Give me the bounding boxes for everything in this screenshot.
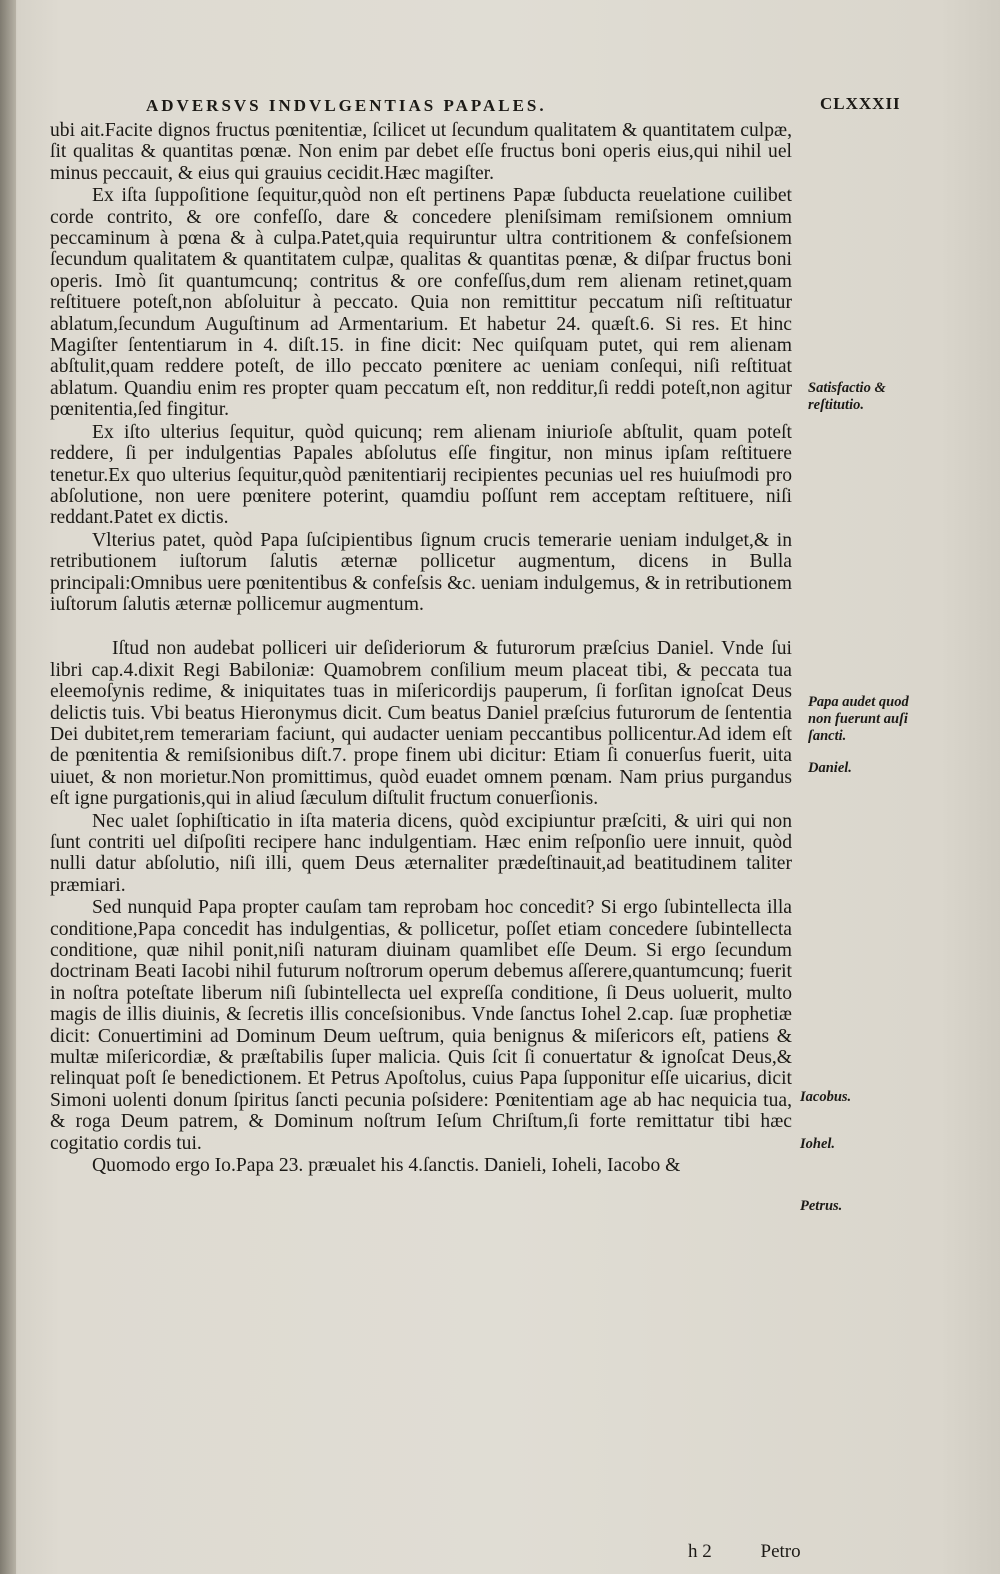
folio-number: CLXXXII <box>820 94 901 113</box>
margin-note-daniel: Daniel. <box>808 760 852 776</box>
paragraph: Iſtud non audebat polliceri uir deſideriorum & futurorum præſcius Daniel. Vnde ſui libri cap.4.dixit Regi Babiloniæ: Quamobrem conſilium meum placeat tibi, & peccata tua eleemoſynis redime, & iniquitates tuas in miſericordijs pauperum, ſi forſitan ignoſcat Deus delictis tuis. Vbi beatus Hieronymus dicit. Cum beatus Daniel præſcius futurorum de ſententia Dei dubitet,rem temerariam faciunt, qui audacter ueniam peccantibus pollicentur.Ad idem eſt de pœnitentia & remiſsionibus diſt.7. prope finem ubi dicitur: Etiam ſi conuerſus fuerit, uita uiuet, & non morietur.Non promittimus, quòd euadet omnem pœnam. Nam prius purgandus eſt igne purgationis,qui in aliud ſæculum diſtulit fructum conuerſionis. <box>50 638 792 810</box>
catchword: Petro <box>760 1541 801 1562</box>
paragraph: Ex iſto ulterius ſequitur, quòd quicunq; rem alienam iniurioſe abſtulit, quam poteſt reddere, ſi per indulgentias Papales abſolutus eſſe fingitur, non minus ipſam reſtituere tenetur.Ex quo ulterius ſequitur,quòd pænitentiarij recipientes pecunias uel res huiuſmodi pro abſolutione, non uere pœnitere poterint, quamdiu poſſunt rem acceptam reſtituere, niſi reddant.Patet ex dictis. <box>50 421 792 529</box>
paragraph: Ex iſta ſuppoſitione ſequitur,quòd non eſt pertinens Papæ ſubducta reuelatione cuilibet corde contrito, & ore confeſſo, dare & concedere pleniſsimam remiſsionem omnium peccaminum à pœna & à culpa.Patet,quia requiruntur ultra contritionem & confeſsionem ſecundum qualitatem & quantitatem culpæ, qualitas & quantitas pœnæ, & diſpar fructus boni operis. Imò ſit quantumcunq; contritus & ore confeſſus,dum rem alienam retinet,quam reſtituere poteſt,non abſoluitur à peccato. Quia non remittitur peccatum niſi reſtituatur ablatum,ſecundum Auguſtinum ad Armentarium. Et habetur 24. quæſt.6. Si res. Et hinc Magiſter ſententiarum in 4. diſt.15. in fine dicit: Nec quiſquam putet, qui rem alienam abſtulit,quam reddere poteſt, de illo peccato pœnitere ac ueniam conſequi, niſi reſtituat ablatum. Quandiu enim res propter quam peccatum eſt, non redditur,ſi reddi poteſt,non agitur pœnitentia,ſed fingitur. <box>50 185 792 421</box>
page-footer <box>688 1541 801 1563</box>
margin-note-papa: Papa audet quod non fuerunt auſi ſancti. <box>808 694 909 744</box>
main-text-block <box>50 120 792 1178</box>
paragraph: Nec ualet ſophiſticatio in iſta materia dicens, quòd excipiuntur præſciti, & uiri qui non ſunt contriti uel diſpoſiti recipere hanc indulgentiam. Hæc enim reſponſio uere innuit, quòd nulli datur abſolutio, niſi illi, quem Deus æternaliter prædeſtinauit,ad beatitudinem taliter præmiari. <box>50 810 792 896</box>
paragraph: ubi ait.Facite dignos fructus pœnitentiæ, ſcilicet ut ſecundum qualitatem & quantitatem culpæ, ſit qualitas & quantitas pœnæ. Non enim par debet eſſe fructus boni operis eius,qui nihil uel minus peccauit, & eius qui grauius cecidit.Hæc magiſter. <box>50 120 792 184</box>
margin-note-iacobus: Iacobus. <box>800 1089 852 1105</box>
margin-note-iohel: Iohel. <box>800 1136 836 1152</box>
paragraph: Quomodo ergo Io.Papa 23. præualet his 4.ſanctis. Danieli, Ioheli, Iacobo & <box>92 1155 681 1177</box>
margin-note-petrus: Petrus. <box>800 1198 843 1214</box>
paragraph: Sed nunquid Papa propter cauſam tam reprobam hoc concedit? Si ergo ſubintellecta illa conditione,Papa concedit has indulgentias, & pollicetur, poſſet etiam concedere ſubintellecta conditione, quæ nihil ponit,niſi naturam diuinam quamlibet eſſe Deum. Si ergo ſecundum doctrinam Beati Iacobi nihil futurum noſtrorum operum debemus aſſerere,quantumcunq; fuerit in noſtra poteſtate liberum niſi ſubintellecta uel expreſſa conditione, ſi Deus uoluerit, multo magis de illis diuinis, & ſecretis illis conceſsionibus. Vnde ſanctus Iohel 2.cap. ſuæ prophetiæ dicit: Conuertimini ad Dominum Deum ueſtrum, quia benignus & miſericors eſt, patiens & multæ miſericordiæ, & præſtabilis ſuper malicia. Quis ſcit ſi conuertatur & ignoſcat Deus,& relinquat poſt ſe benedictionem. Et Petrus Apoſtolus, cuius Papa ſupponitur eſſe uicarius, dicit Simoni uolenti donum ſpiritus ſancti pecunia poſsidere: Pœnitentiam age ab hac nequicia tua, & roga Deum patrem, & Dominum noſtrum Ieſum Chriſtum,ſi forte remittatur tibi hæc cogitatio cordis tui. <box>50 897 792 1154</box>
signature-mark: h 2 <box>688 1541 712 1562</box>
paragraph: Vlterius patet, quòd Papa ſuſcipientibus ſignum crucis temerarie ueniam indulget,& in retributionem iuſtorum ſalutis æternæ pollicetur augmentum, dicens in Bulla principali:Omnibus uere pœnitentibus & confeſsis &c. ueniam indulgemus, & in retributionem iuſtorum ſalutis æternæ pollicemur augmentum. <box>50 529 792 615</box>
page-binding-shadow <box>0 0 16 1574</box>
margin-note-satisfactio: Satisfactio & reſtitutio. <box>808 380 886 413</box>
running-head: ADVERSVS INDVLGENTIAS PAPALES. <box>146 96 547 115</box>
